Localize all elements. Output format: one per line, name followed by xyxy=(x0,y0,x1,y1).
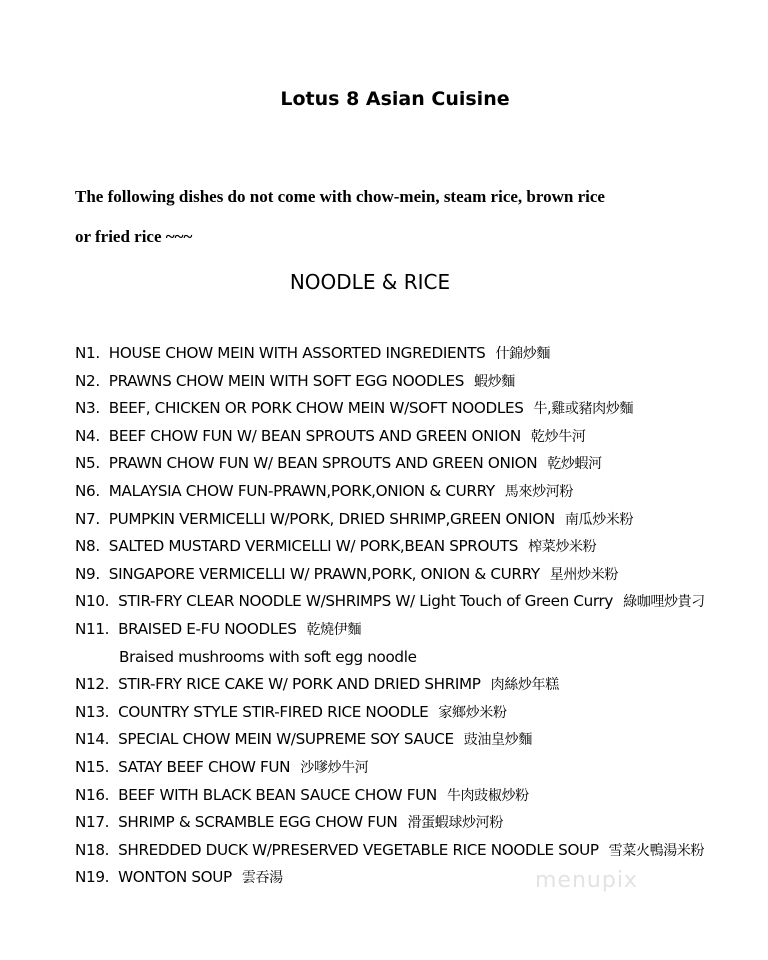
menu-item-chinese-name: 雪菜火鴨湯米粉 xyxy=(608,842,705,859)
menu-item-name: SPECIAL CHOW MEIN W/SUPREME SOY SAUCE xyxy=(118,730,454,749)
menu-item xyxy=(75,754,755,782)
menu-item-chinese-name: 星州炒米粉 xyxy=(549,566,618,583)
menu-item-description xyxy=(75,644,755,672)
menu-item xyxy=(75,671,755,699)
menu-item xyxy=(75,726,755,754)
menu-item-name: SINGAPORE VERMICELLI W/ PRAWN,PORK, ONION & CURRY xyxy=(108,564,540,583)
menu-item-name: SALTED MUSTARD VERMICELLI W/ PORK,BEAN SPROUTS xyxy=(108,537,519,556)
menu-item-code: N2. xyxy=(75,371,100,390)
menu-item-name: COUNTRY STYLE STIR-FIRED RICE NOODLE xyxy=(118,702,429,721)
menu-item-name: BEEF, CHICKEN OR PORK CHOW MEIN W/SOFT NOODLES xyxy=(108,399,524,418)
menu-item-code: N7. xyxy=(75,509,100,528)
menu-item-name: STIR-FRY CLEAR NOODLE W/SHRIMPS W/ Light Touch of Green Curry xyxy=(118,592,614,611)
menu-item-name: SHREDDED DUCK W/PRESERVED VEGETABLE RICE NOODLE SOUP xyxy=(118,840,599,859)
menu-item-chinese-name: 牛肉豉椒炒粉 xyxy=(446,787,529,804)
menu-list xyxy=(75,340,755,892)
menu-item-code: N1. xyxy=(75,344,100,362)
menu-item-name: PRAWN CHOW FUN W/ BEAN SPROUTS AND GREEN ONION xyxy=(108,454,538,473)
menu-item-name: PUMPKIN VERMICELLI W/PORK, DRIED SHRIMP,GREEN ONION xyxy=(108,509,555,528)
intro-text-line-1: The following dishes do not come with chow-mein, steam rice, brown rice xyxy=(75,187,605,206)
menu-item xyxy=(75,782,755,810)
menu-item-chinese-name: 牛,雞或豬肉炒麵 xyxy=(533,401,634,418)
menu-item-code: N12. xyxy=(75,675,110,694)
menu-item xyxy=(75,423,755,451)
menu-item-code: N13. xyxy=(75,702,110,721)
menu-item-name: STIR-FRY RICE CAKE W/ PORK AND DRIED SHRIMP xyxy=(118,675,481,694)
menu-item-name: MALAYSIA CHOW FUN-PRAWN,PORK,ONION & CURRY xyxy=(108,481,495,500)
menu-item-chinese-name: 肉絲炒年糕 xyxy=(490,677,559,694)
menu-item-chinese-name: 豉油皇炒麵 xyxy=(463,732,532,749)
menu-item-chinese-name: 南瓜炒米粉 xyxy=(564,511,634,528)
menu-item xyxy=(75,368,755,396)
menu-item-code: N10. xyxy=(75,592,110,611)
menu-item-name: PRAWNS CHOW MEIN WITH SOFT EGG NOODLES xyxy=(108,371,464,390)
restaurant-title: Lotus 8 Asian Cuisine xyxy=(280,88,510,110)
menu-item-code: N9. xyxy=(75,564,100,583)
menu-item-chinese-name: 乾燒伊麵 xyxy=(306,621,362,638)
menu-item-code: N14. xyxy=(75,730,110,749)
menu-item-code: N5. xyxy=(75,454,100,473)
menu-item-code: N4. xyxy=(75,426,100,445)
menu-item-chinese-name: 馬來炒河粉 xyxy=(504,483,574,500)
menu-item-chinese-name: 滑蛋蝦球炒河粉 xyxy=(407,815,503,832)
menu-item xyxy=(75,478,755,506)
menu-item-chinese-name: 乾炒蝦河 xyxy=(547,456,602,473)
menu-item-name: WONTON SOUP xyxy=(118,868,232,887)
menu-item xyxy=(75,864,755,892)
menu-item-code: N8. xyxy=(75,537,100,556)
menu-item xyxy=(75,588,755,616)
menu-item xyxy=(75,340,755,368)
menu-item-code: N19. xyxy=(75,868,110,887)
menu-item-name: HOUSE CHOW MEIN WITH ASSORTED INGREDIENTS xyxy=(108,344,486,362)
menu-item xyxy=(75,699,755,727)
menu-item-code: N16. xyxy=(75,785,110,804)
watermark-logo: menupix xyxy=(535,868,638,893)
menu-item-chinese-name: 綠咖哩炒貴刁 xyxy=(623,594,705,611)
menu-item-name: BEEF CHOW FUN W/ BEAN SPROUTS AND GREEN ONION xyxy=(108,426,521,445)
menu-item-chinese-name: 什錦炒麵 xyxy=(495,346,551,362)
menu-item-chinese-name: 家鄉炒米粉 xyxy=(438,704,507,721)
menu-item-chinese-name: 乾炒牛河 xyxy=(530,428,586,445)
menu-item-chinese-name: 雲吞湯 xyxy=(241,870,283,887)
menu-item-name: SATAY BEEF CHOW FUN xyxy=(118,757,291,776)
menu-item-chinese-name: 沙嗲炒牛河 xyxy=(300,759,369,776)
menu-item xyxy=(75,561,755,589)
menu-item-code: N3. xyxy=(75,399,100,418)
menu-item xyxy=(75,616,755,644)
section-title: NOODLE & RICE xyxy=(289,270,451,294)
menu-item xyxy=(75,450,755,478)
menu-item-name: SHRIMP & SCRAMBLE EGG CHOW FUN xyxy=(118,813,398,832)
menu-item xyxy=(75,837,755,865)
menu-item-code: N6. xyxy=(75,481,100,500)
menu-item-code: N18. xyxy=(75,840,110,859)
menu-item-code: N17. xyxy=(75,813,110,832)
menu-item-chinese-name: 榨菜炒米粉 xyxy=(528,539,597,556)
menu-item-name: BRAISED E-FU NOODLES xyxy=(118,619,297,638)
menu-item xyxy=(75,809,755,837)
menu-item-chinese-name: 蝦炒麵 xyxy=(474,373,515,390)
menu-item-code: N15. xyxy=(75,757,110,776)
menu-item-name: BEEF WITH BLACK BEAN SAUCE CHOW FUN xyxy=(118,785,437,804)
menu-item xyxy=(75,395,755,423)
menu-item xyxy=(75,506,755,534)
menu-item xyxy=(75,533,755,561)
menu-item-code: N11. xyxy=(75,619,110,638)
menu-item-description-text: Braised mushrooms with soft egg noodle xyxy=(119,647,417,666)
intro-text-line-2: or fried rice ~~~ xyxy=(75,227,193,246)
